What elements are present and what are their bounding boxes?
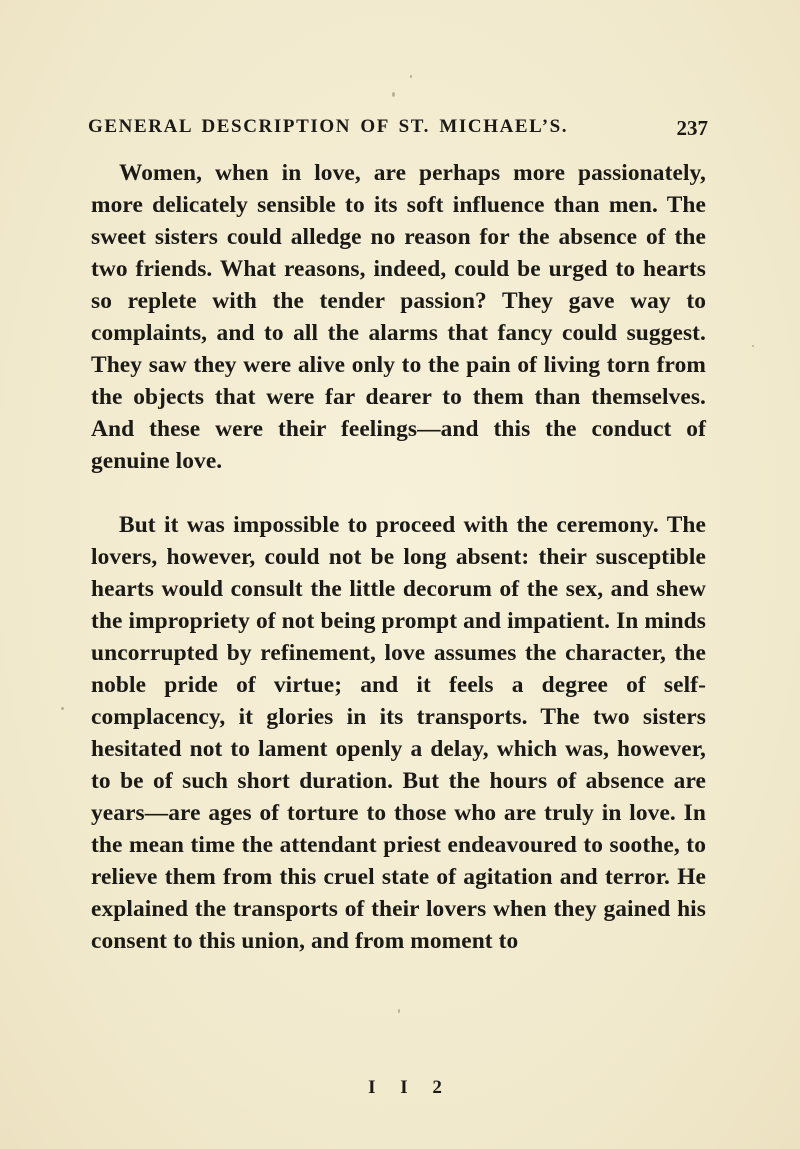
running-head: GENERAL DESCRIPTION OF ST. MICHAEL’S. [88, 116, 569, 137]
paper-speck [61, 707, 64, 710]
body-text [91, 157, 706, 957]
page-number: 237 [676, 116, 708, 140]
paper-speck [410, 75, 412, 78]
paper-speck [392, 92, 395, 97]
paragraph-1: Women, when in love, are perhaps more passionately, more delicately sensible to its soft influence than men. The sweet sisters could alledge no reason for the absence of the two friends. What reasons, indeed, could be urged to hearts so replete with the tender passion? They gave way to complaints, and to all the alarms that fancy could suggest. They saw they were alive only to the pain of living torn from the objects that were far dearer to them than themselves. And these were their feelings—and this the conduct of genuine love. [91, 160, 706, 474]
paragraph-2: But it was impossible to proceed with the ceremony. The lovers, however, could not be long absent: their susceptible hearts would consult the little decorum of the sex, and shew the impropriety of not being prompt and impatient. In minds uncorrupted by refinement, love assumes the character, the noble pride of virtue; and it feels a degree of self-complacency, it glories in its transports. The two sisters hesitated not to lament openly a delay, which was, however, to be of such short duration. But the hours of absence are years—are ages of torture to those who are truly in love. In the mean time the attendant priest endeavoured to soothe, to relieve them from this cruel state of agitation and terror. He explained the transports of their lovers when they gained his consent to this union, and from moment to [91, 512, 706, 954]
page-header [88, 116, 708, 146]
paper-speck [752, 345, 754, 347]
paper-speck [398, 1009, 400, 1013]
signature-mark: I I 2 [368, 1077, 452, 1098]
